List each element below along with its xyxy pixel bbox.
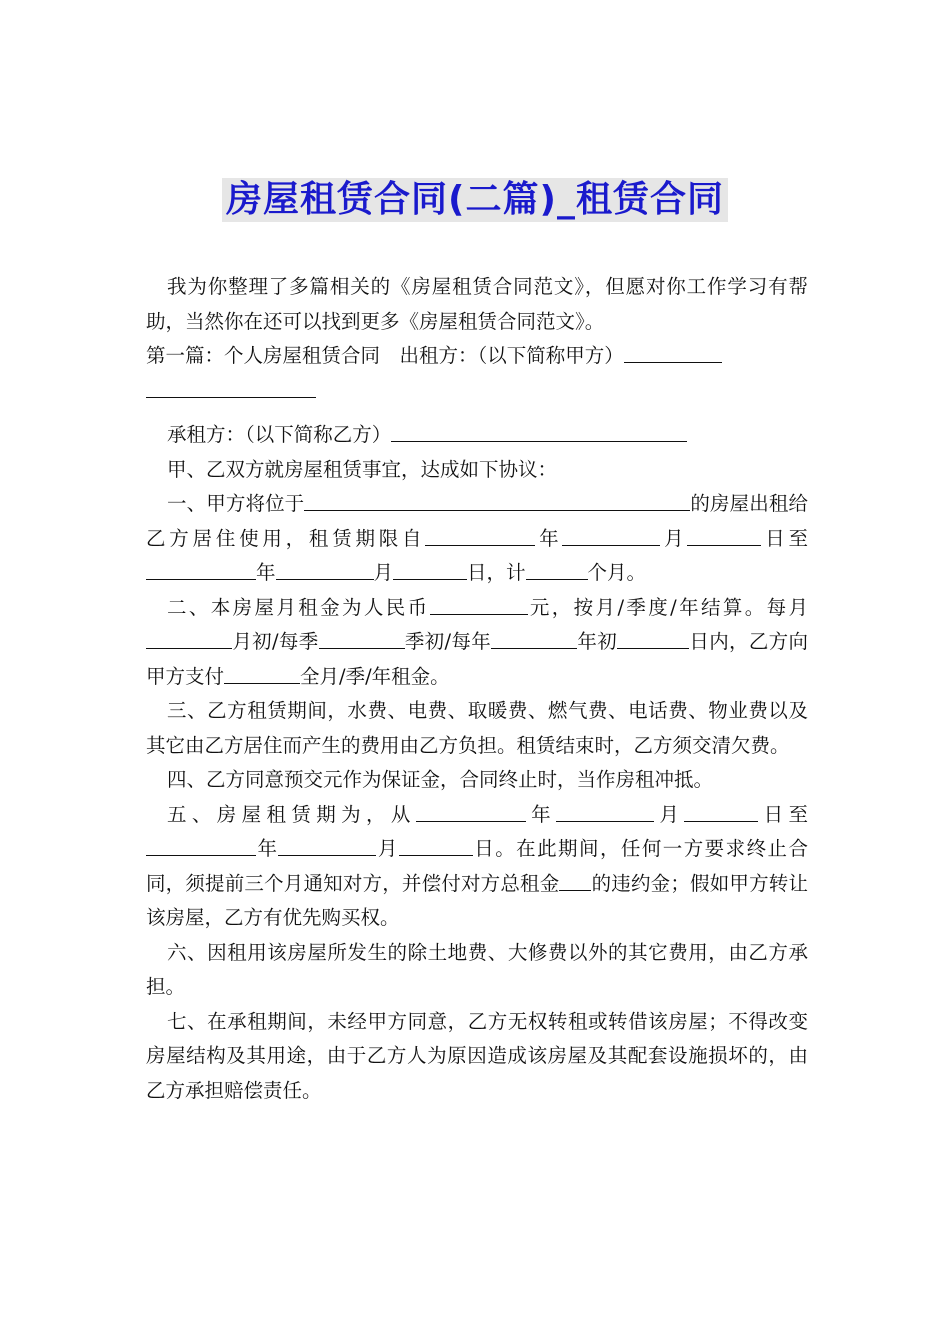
clause-5-month1: 月 <box>653 802 685 826</box>
term-start-month-blank <box>556 799 654 822</box>
lessor-line <box>146 339 808 408</box>
intro-paragraph: 我为你整理了多篇相关的《房屋租赁合同范文》，但愿对你工作学习有帮助，当然你在还可以找到更多《房屋租赁合同范文》。 <box>146 275 808 333</box>
yearly-blank <box>491 626 577 649</box>
clause-2 <box>146 591 808 695</box>
rent-blank <box>430 592 528 615</box>
clause-2-text-a: 二、本房屋月租金为人民币 <box>167 595 430 619</box>
quarterly-blank <box>319 626 405 649</box>
clause-1-year2: 年 <box>256 561 276 584</box>
clause-1-day-count: 日，计 <box>467 561 526 584</box>
clause-5-text-c: 的违约金；假如甲方转让该房屋，乙方有优先购买权。 <box>146 871 808 929</box>
clause-1-months: 个月。 <box>587 561 647 584</box>
clause-3: 三、乙方租赁期间，水费、电费、取暖费、燃气费、电话费、物业费以及其它由乙方居住而产生的费用由乙方负担。租赁结束时，乙方须交清欠费。 <box>146 699 808 757</box>
term-end-day-blank <box>399 833 473 856</box>
start-day-blank <box>687 523 761 546</box>
clause-1-month1: 月 <box>660 526 688 550</box>
penalty-blank <box>559 868 591 891</box>
clause-5-text-b: 日。在此期间，任何一方要求终止合同，须提前三个月通知对方，并偿付对方总租金 <box>146 837 808 895</box>
term-end-month-blank <box>278 833 376 856</box>
months-blank <box>526 557 588 580</box>
end-month-blank <box>276 557 374 580</box>
clause-5-year1: 年 <box>525 802 556 826</box>
clause-5 <box>146 798 808 936</box>
clause-5-year2: 年 <box>256 837 279 860</box>
clause-2-text-c: 月初/每季 <box>232 630 319 653</box>
term-start-year-blank <box>416 799 526 822</box>
clause-5-text-a: 五、房屋租赁期为，从 <box>167 802 416 826</box>
clause-2-text-d: 季初/每年 <box>404 630 492 653</box>
clause-2-text-b: 元，按月/季度/年结算。每月 <box>527 595 808 619</box>
end-year-blank <box>146 557 256 580</box>
clause-1-month2: 月 <box>373 561 394 584</box>
clause-5-day-to: 日至 <box>758 802 808 826</box>
clause-1-text-a: 一、甲方将位于 <box>167 492 305 515</box>
agreement-paragraph: 甲、乙双方就房屋租赁事宜，达成如下协议： <box>167 457 558 481</box>
clause-1 <box>146 487 808 591</box>
term-start-day-blank <box>684 799 758 822</box>
days-blank <box>617 626 689 649</box>
clause-5-month2: 月 <box>376 837 399 860</box>
start-month-blank <box>562 523 660 546</box>
lessor-label: 第一篇：个人房屋租赁合同 出租方：（以下简称甲方） <box>146 344 624 367</box>
clause-2-text-e: 年初 <box>577 630 618 653</box>
start-year-blank <box>425 523 535 546</box>
clause-7: 七、在承租期间，未经甲方同意，乙方无权转租或转借该房屋；不得改变房屋结构及其用途，由于乙方人为原因造成该房屋及其配套设施损坏的，由乙方承担赔偿责任。 <box>146 1009 808 1102</box>
clause-2-text-g: 全月/季/年租金。 <box>300 664 450 688</box>
document-body <box>146 270 808 1108</box>
clause-1-text-b: 的房屋出租给乙方居住使用，租赁期限自 <box>146 492 808 550</box>
address-blank <box>304 488 690 511</box>
monthly-blank <box>146 626 232 649</box>
clause-2-text-f: 日内，乙方向甲方支付 <box>146 630 808 688</box>
term-end-year-blank <box>146 833 256 856</box>
end-day-blank <box>393 557 467 580</box>
clause-4: 四、乙方同意预交元作为保证金，合同终止时，当作房租冲抵。 <box>167 768 714 791</box>
clause-1-day-to: 日至 <box>761 526 808 550</box>
lessee-blank <box>391 419 687 442</box>
clause-1-year1: 年 <box>535 526 563 550</box>
lessee-label: 承租方：（以下简称乙方） <box>167 423 392 446</box>
lessor-blank <box>624 340 722 363</box>
title-wrap <box>0 178 950 222</box>
lessor-blank-cont <box>146 375 316 398</box>
lessee-line <box>146 418 808 453</box>
payment-blank <box>224 661 300 684</box>
document-title: 房屋租赁合同(二篇)_租赁合同 <box>222 178 728 222</box>
clause-6: 六、因租用该房屋所发生的除土地费、大修费以外的其它费用，由乙方承担。 <box>146 940 808 998</box>
